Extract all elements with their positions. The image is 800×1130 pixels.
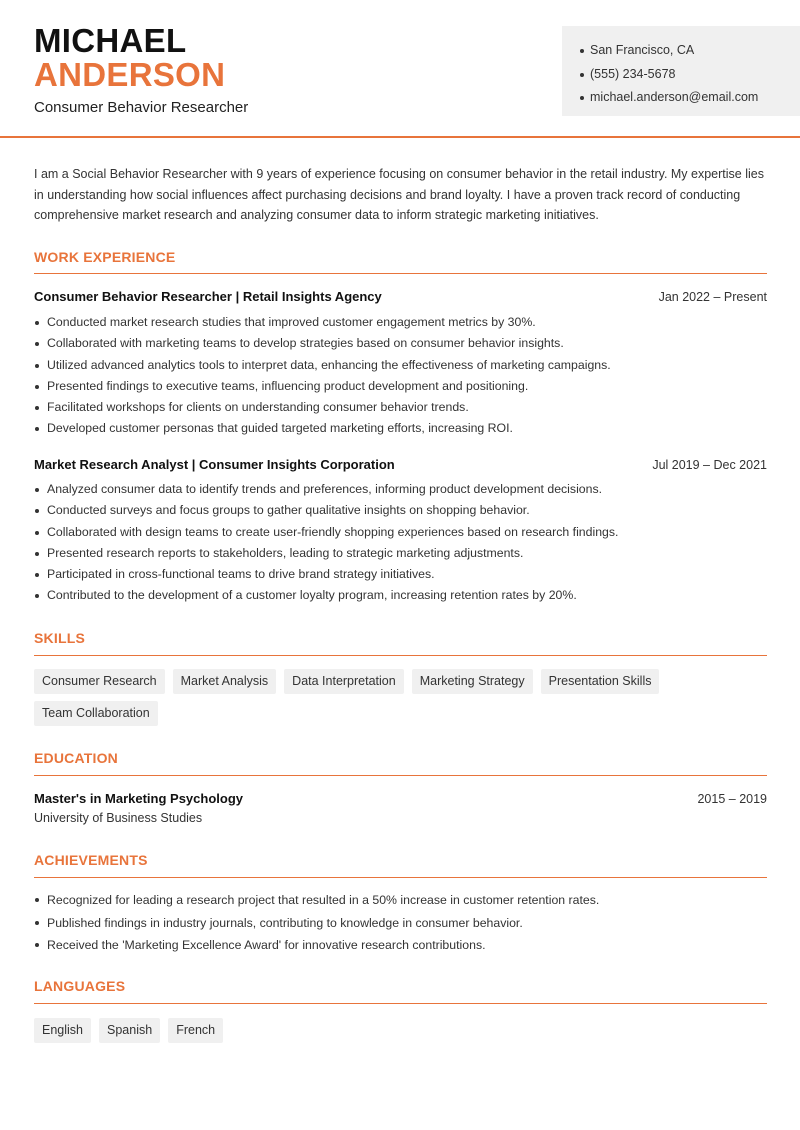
section-title-work: WORK EXPERIENCE <box>34 249 176 265</box>
last-name: ANDERSON <box>34 56 226 93</box>
section-divider <box>34 273 767 274</box>
first-name: MICHAEL <box>34 22 187 59</box>
list-item: Collaborated with marketing teams to develop strategies based on consumer behavior insights. <box>34 333 769 354</box>
list-item: Published findings in industry journals, contributing to knowledge in consumer behavior. <box>34 912 769 935</box>
skills-tags <box>34 669 769 726</box>
school-name: University of Business Studies <box>34 811 203 825</box>
job-dates-2: Jul 2019 – Dec 2021 <box>652 458 767 472</box>
education-dates: 2015 – 2019 <box>697 792 767 806</box>
language-tags <box>34 1018 769 1043</box>
section-title-skills: SKILLS <box>34 630 85 646</box>
language-tag: English <box>34 1018 91 1043</box>
list-item: Presented findings to executive teams, influencing product development and positioning. <box>34 376 769 397</box>
list-item: Presented research reports to stakeholders, leading to strategic marketing adjustments. <box>34 543 769 564</box>
section-divider <box>34 655 767 656</box>
contact-box <box>562 26 800 116</box>
degree-title: Master's in Marketing Psychology <box>34 791 243 806</box>
job-bullets-2 <box>34 479 769 607</box>
language-tag: French <box>168 1018 223 1043</box>
list-item: Facilitated workshops for clients on understanding consumer behavior trends. <box>34 397 769 418</box>
list-item: Contributed to the development of a customer loyalty program, increasing retention rates by 20%. <box>34 585 769 606</box>
section-divider <box>34 775 767 776</box>
list-item: Collaborated with design teams to create user-friendly shopping experiences based on research findings. <box>34 522 769 543</box>
skill-tag: Presentation Skills <box>541 669 660 694</box>
job-title: Consumer Behavior Researcher <box>34 99 249 116</box>
skill-tag: Market Analysis <box>173 669 277 694</box>
list-item: Participated in cross-functional teams to drive brand strategy initiatives. <box>34 564 769 585</box>
section-title-languages: LANGUAGES <box>34 978 126 994</box>
contact-email[interactable]: michael.anderson@email.com <box>580 86 800 110</box>
list-item: Developed customer personas that guided targeted marketing efforts, increasing ROI. <box>34 418 769 439</box>
section-divider <box>34 1003 767 1004</box>
summary: I am a Social Behavior Researcher with 9 years of experience focusing on consumer behavior in the retail industry. My expertise lies in understanding how social influences affect purchasing decisions and brand loyalty. I have a proven track record of conducting comprehensive market research and analyzing consumer data to inform strategic marketing initiatives. <box>34 167 764 223</box>
achievements-list <box>34 889 769 957</box>
job-title-1: Consumer Behavior Researcher | Retail Insights Agency <box>34 289 382 304</box>
contact-location: San Francisco, CA <box>580 39 800 63</box>
contact-phone: (555) 234-5678 <box>580 63 800 87</box>
list-item: Received the 'Marketing Excellence Award' for innovative research contributions. <box>34 934 769 957</box>
section-divider <box>34 877 767 878</box>
list-item: Analyzed consumer data to identify trends and preferences, informing product development decisions. <box>34 479 769 500</box>
header-divider <box>0 136 800 138</box>
resume-header <box>0 0 800 138</box>
skill-tag: Team Collaboration <box>34 701 158 726</box>
list-item: Conducted market research studies that improved customer engagement metrics by 30%. <box>34 312 769 333</box>
section-title-achievements: ACHIEVEMENTS <box>34 852 148 868</box>
job-dates-1: Jan 2022 – Present <box>658 290 767 304</box>
list-item: Utilized advanced analytics tools to interpret data, enhancing the effectiveness of marketing campaigns. <box>34 355 769 376</box>
skill-tag: Data Interpretation <box>284 669 404 694</box>
list-item: Conducted surveys and focus groups to gather qualitative insights on shopping behavior. <box>34 500 769 521</box>
job-bullets-1 <box>34 312 769 440</box>
contact-list <box>580 39 800 110</box>
list-item: Recognized for leading a research project that resulted in a 50% increase in customer retention rates. <box>34 889 769 912</box>
section-title-education: EDUCATION <box>34 750 118 766</box>
job-title-2: Market Research Analyst | Consumer Insights Corporation <box>34 457 395 472</box>
language-tag: Spanish <box>99 1018 160 1043</box>
skill-tag: Marketing Strategy <box>412 669 533 694</box>
skill-tag: Consumer Research <box>34 669 165 694</box>
